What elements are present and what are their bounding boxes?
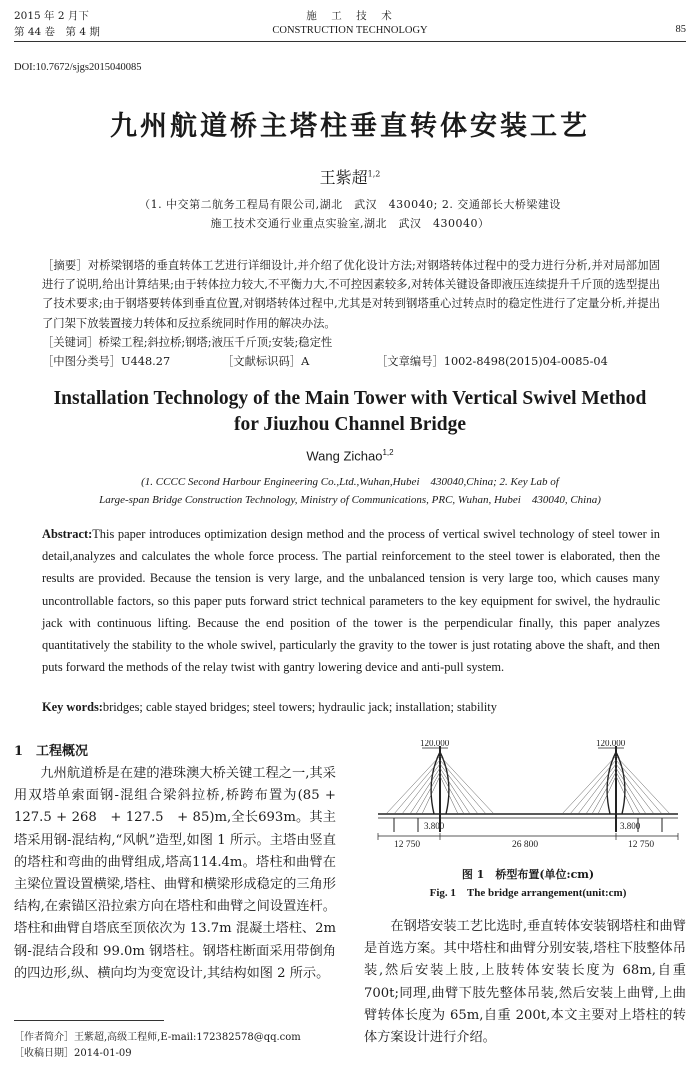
keywords-en-text: bridges; cable stayed bridges; steel towers; hydraulic jack; installation; stability	[102, 700, 497, 714]
clc-number	[42, 353, 170, 369]
section-heading: 1 工程概况	[14, 744, 89, 759]
section-right-paragraph: 在钢塔安装工艺比选时,垂直转体安装钢塔柱和曲臂是首选方案。其中塔柱和曲臂分别安装,塔柱下肢整体吊装,然后安装上肢,上肢转体安装长度为 68m,自重 700t;同理,曲臂下肢先整体吊装,然后安装上曲臂,上曲臂转体长度为 65m,自重 200t,本文主要对上塔柱的转体方案设计进行介绍。	[364, 919, 686, 1046]
right-tower	[562, 746, 670, 832]
doc-code	[222, 353, 309, 369]
doc-label: ［文献标识码］	[222, 355, 302, 368]
article-label: ［文章编号］	[376, 355, 444, 368]
left-tower	[386, 746, 494, 832]
title-en-line2: for Jiuzhou Channel Bridge	[233, 414, 467, 435]
footnote-rule	[14, 1020, 164, 1021]
author-en-sup: 1,2	[382, 448, 394, 457]
abstract-cn-text: 对桥梁钢塔的垂直转体工艺进行详细设计,并介绍了优化设计方法;对钢塔转体过程中的受力进行分析,并对局部加固进行了说明,给出计算结果;由于转体拉力较大,不平衡力大,不可控因素较多,对转体关键设备即液压连续提升千斤顶的选型提出了技术要求;由于钢塔要转体到垂直位置,对钢塔转体过程中,尤其是对转到钢塔重心过转点时的稳定性进行了定量分析,并提出了门架下放装置接力转体和反拉系统同时作用的解决办法。	[42, 259, 660, 330]
header-rule	[14, 41, 686, 42]
author-en	[0, 448, 700, 463]
title-cn: 九州航道桥主塔柱垂直转体安装工艺	[110, 111, 590, 142]
author-cn-sup: 1,2	[367, 169, 381, 179]
keywords-en	[42, 700, 660, 715]
clc-value: U448.27	[121, 355, 171, 368]
elevation-deck-left: 3.800	[424, 821, 445, 831]
header-issue: 第 44 卷 第 4 期	[14, 26, 100, 38]
header-date: 2015 年 2 月下	[14, 10, 89, 22]
keywords-en-label: Key words:	[42, 700, 103, 714]
keywords-cn-label: ［关键词］	[42, 336, 99, 349]
article-value: 1002-8498(2015)04-0085-04	[443, 355, 608, 368]
dimension-right: 12 750	[628, 840, 655, 850]
footnote-received	[14, 1044, 132, 1059]
figure-caption-en: Fig. 1 The bridge arrangement(unit:cm)	[429, 887, 627, 899]
header-journal-en: CONSTRUCTION TECHNOLOGY	[272, 25, 428, 36]
bridge-figure	[372, 740, 684, 850]
doi: DOI:10.7672/sjgs2015040085	[14, 62, 142, 73]
header-journal-cn: 施 工 技 术	[306, 10, 394, 22]
footnote-author-label: ［作者简介］	[14, 1032, 74, 1043]
dimension-left: 12 750	[394, 840, 421, 850]
clc-label: ［中图分类号］	[42, 355, 122, 368]
affiliation-en-line2: Large-span Bridge Construction Technology, Ministry of Communications, PRC, Wuhan, Hubei 430040, China)	[99, 494, 601, 506]
abstract-en	[42, 523, 660, 678]
figure-caption-cn: 图 1 桥型布置(单位:cm)	[461, 868, 595, 881]
affiliation-en-line1: (1. CCCC Second Harbour Engineering Co.,Ltd.,Wuhan,Hubei 430040,China; 2. Key Lab of	[141, 476, 559, 488]
author-en-name: Wang Zichao	[306, 448, 383, 464]
abstract-cn-label: ［摘要］	[42, 259, 88, 272]
author-cn	[0, 165, 700, 188]
keywords-cn	[42, 333, 660, 352]
doc-value: A	[301, 355, 310, 368]
elevation-top-left: 120.000	[420, 740, 450, 748]
elevation-deck-right: 3.800	[620, 821, 641, 831]
footnote-received-text: 2014-01-09	[74, 1048, 132, 1059]
footnote-received-label: ［收稿日期］	[14, 1048, 74, 1059]
abstract-cn	[42, 256, 660, 333]
article-number	[376, 353, 608, 369]
affiliation-cn-line1: （1. 中交第二航务工程局有限公司,湖北 武汉 430040; 2. 交通部长大桥梁建设	[139, 198, 561, 211]
abstract-en-text: This paper introduces optimization design method and the process of vertical swivel technology of steel tower in detail,analyzes and calculates the whole force process. The partial reinforcement to the steel tower is elaborated, then the results are provided. Because the tension is very large, and the unbalanced tension is very large too, which causes many uncontrollable factors, so this paper puts forward strict technical parameters to the key equipment for swivel, the hydraulic jack with continuous lifting. Because the end position of the tower is the perpendicular finally, this paper analyzes quantitatively the stability to the whole swivel, particularly the gravity to the tower is just rotating above the shaft, and then puts forward the methods of the relay twist with gantry lowering device and anti-pull system.	[42, 527, 660, 675]
affiliation-cn-line2: 施工技术交通行业重点实验室,湖北 武汉 430040）	[210, 217, 490, 230]
elevation-top-right: 120.000	[596, 740, 626, 748]
footnote-author-text: 王紫超,高级工程师,E-mail:172382578@qq.com	[74, 1032, 301, 1043]
title-en-line1: Installation Technology of the Main Tower with Vertical Swivel Method	[53, 388, 647, 409]
dimension-center: 26 800	[512, 840, 539, 850]
keywords-cn-text: 桥梁工程;斜拉桥;钢塔;液压千斤顶;安装;稳定性	[98, 336, 333, 349]
abstract-en-label: Abstract:	[42, 527, 93, 541]
section-left-paragraph: 九州航道桥是在建的港珠澳大桥关键工程之一,其采用双塔单索面钢-混组合梁斜拉桥,桥跨布置为(85 + 127.5 + 268 + 127.5 + 85)m,全长693m。其主塔采用钢-混结构,“风帆”造型,如图 1 所示。主塔由竖直的塔柱和弯曲的曲臂组成,塔高114.4m。塔柱和曲臂在主梁位置设置横梁,塔柱、曲臂和横梁形成稳定的三角形结构,在索锚区沿拉索方向在塔柱和曲臂之间设置连杆。塔柱和曲臂自塔底至顶依次为 13.7m 混凝土塔柱、2m 钢-混结合段和 99.0m 钢塔柱。钢塔柱断面采用带倒角的四边形,纵、横向均为变宽设计,其结构如图 2 所示。	[14, 766, 336, 981]
header-page-number: 85	[675, 24, 686, 35]
footnote-author	[14, 1028, 301, 1043]
author-cn-name: 王紫超	[319, 168, 368, 187]
